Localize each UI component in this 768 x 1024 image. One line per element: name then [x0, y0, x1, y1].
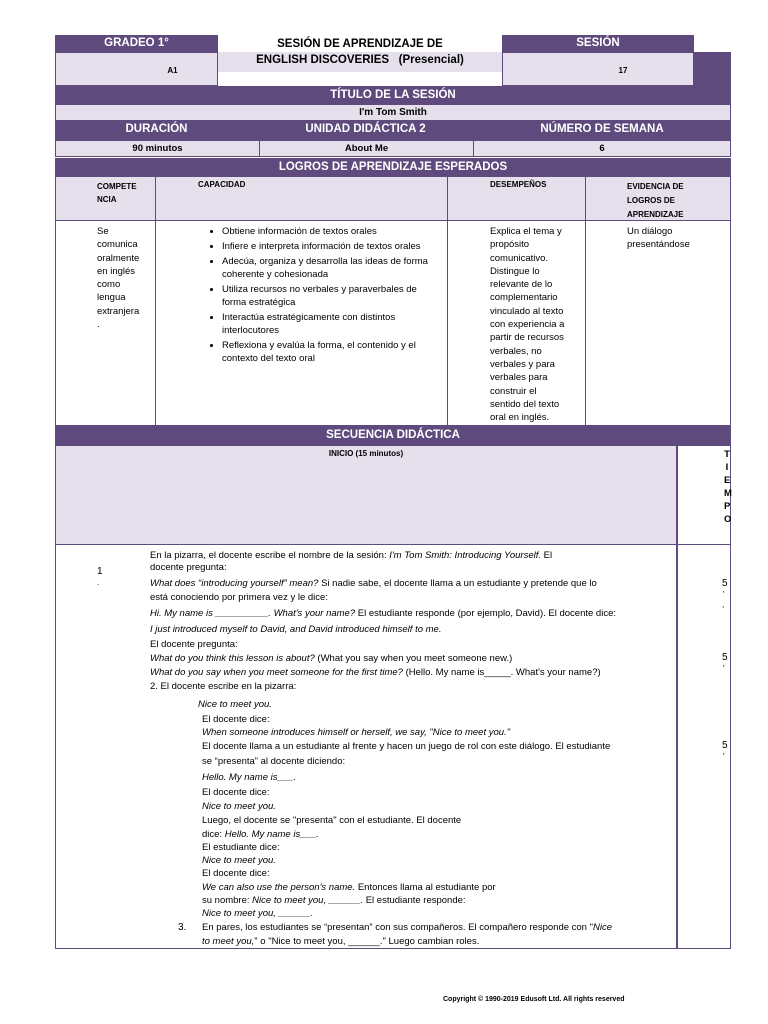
session-title-line1: SESIÓN DE APRENDIZAJE DE	[277, 38, 443, 50]
evidencia-text: Un diálogo presentándose	[627, 226, 690, 251]
procedure-line: En pares, los estudiantes se “presentan” con sus compañeros. El compañero responde con "Nice	[202, 922, 612, 933]
capacidad-item: • Utiliza recursos no verbales y paraverbales de forma estratégica	[222, 283, 442, 309]
procedure-line: El docente llama a un estudiante al frente y hacen un juego de rol con este diálogo. El estudiante	[202, 741, 611, 752]
step1-dot: .	[97, 578, 100, 587]
time-mark: '	[723, 590, 725, 599]
inicio-label: INICIO (15 minutos)	[328, 449, 404, 458]
competencia-text: Se comunica oralmente en inglés como lengua extranjera .	[97, 226, 140, 331]
time-value: 5	[722, 578, 728, 589]
col-competencia: COMPETE NCIA	[97, 182, 137, 204]
procedure-line: El docente pregunta:	[150, 639, 238, 650]
procedure-line: Nice to meet you, ______.	[202, 908, 313, 919]
procedure-line: Luego, el docente se "presenta" con el estudiante. El docente	[202, 815, 462, 826]
procedure-line: El docente dice:	[202, 787, 270, 798]
title-section-label: TÍTULO DE LA SESIÓN	[55, 86, 731, 104]
desempenos-text: Explica el tema y propósito comunicativo. Distingue lo relevante de lo complementario vinculado al texto con experiencia a partir de recursos verbales, no verbales y para verbales para construir el sentido del texto oral en inglés.	[490, 226, 565, 424]
time-mark: ,	[722, 600, 725, 609]
capacidades-list	[200, 225, 442, 367]
inicio-row	[55, 445, 677, 545]
procedure-line: Nice to meet you.	[202, 855, 276, 866]
procedure-line: What do you think this lesson is about? (What you say when you meet someone new.)	[150, 653, 513, 664]
session-title-line2: ENGLISH DISCOVERIES (Presencial)	[256, 54, 464, 66]
week-label: NÚMERO DE SEMANA	[540, 123, 664, 135]
time-value: 5	[722, 740, 728, 751]
step3-number: 3.	[178, 922, 187, 933]
procedure-line: está conociendo por primera vez y le dice:	[150, 592, 328, 603]
procedure-line: docente pregunta:	[150, 562, 227, 573]
col-desempenos: DESEMPEÑOS	[490, 180, 547, 189]
procedure-line: El docente dice:	[202, 868, 270, 879]
procedure-line: En la pizarra, el docente escribe el nombre de la sesión: I'm Tom Smith: Introducing Yourself. El	[150, 550, 553, 561]
procedure-line: What does “introducing yourself” mean? Si nadie sabe, el docente llama a un estudiante y pretende que lo	[150, 578, 597, 589]
capacidad-item: • Obtiene información de textos orales	[222, 225, 442, 238]
time-value: 5	[722, 652, 728, 663]
title-section-value: I'm Tom Smith	[55, 104, 731, 121]
time-mark: '	[723, 664, 725, 673]
session-label: SESIÓN	[502, 35, 694, 52]
step1-number: 1	[97, 566, 103, 577]
level-value: A1	[167, 66, 178, 75]
procedure-line: El docente dice:	[202, 714, 270, 725]
procedure-line: El estudiante dice:	[202, 842, 280, 853]
procedure-line: su nombre: Nice to meet you, ______. El estudiante responde:	[202, 895, 466, 906]
header-right-strip	[694, 52, 731, 86]
procedure-line: Hi. My name is __________. What's your name? El estudiante responde (por ejemplo, David). El docente dice:	[150, 608, 616, 619]
copyright: Copyright © 1990-2019 Edusoft Ltd. All rights reserved	[443, 996, 625, 1003]
capacidad-item: • Infiere e interpreta información de textos orales	[222, 240, 442, 253]
procedure-line: What do you say when you meet someone for the first time? (Hello. My name is_____. What's your name?)	[150, 667, 601, 678]
procedure-line: dice: Hello. My name is___.	[202, 829, 319, 840]
procedure-line: se “presenta” al docente diciendo:	[202, 756, 346, 767]
tiempo-column-header: T I E M P O	[677, 445, 731, 545]
procedure-line: I just introduced myself to David, and David introduced himself to me.	[150, 624, 442, 635]
secuencia-label: SECUENCIA DIDÁCTICA	[55, 426, 731, 445]
time-mark: '	[723, 752, 725, 761]
capacidad-item: • Interactúa estratégicamente con distintos interlocutores	[222, 311, 442, 337]
logros-label: LOGROS DE APRENDIZAJE ESPERADOS	[55, 158, 731, 176]
procedure-line: We can also use the person's name. Entonces llama al estudiante por	[202, 882, 496, 893]
week-value: 6	[473, 140, 731, 157]
capacidad-item: • Adecúa, organiza y desarrolla las ideas de forma coherente y cohesionada	[222, 255, 442, 281]
procedure-line: Nice to meet you.	[198, 699, 272, 710]
procedure-line: to meet you," o "Nice to meet you, ______." Luego cambian roles.	[202, 936, 480, 947]
procedure-line: Hello. My name is___.	[202, 772, 296, 783]
procedure-line: 2. El docente escribe en la pizarra:	[150, 681, 297, 692]
col-capacidad: CAPACIDAD	[198, 180, 246, 189]
procedure-line: When someone introduces himself or herself, we say, "Nice to meet you."	[202, 727, 511, 738]
unit-label: UNIDAD DIDÁCTICA 2	[305, 123, 426, 135]
col-evidencia: EVIDENCIA DE LOGROS DE APRENDIZAJE	[627, 182, 684, 219]
session-value: 17	[618, 66, 628, 75]
unit-value: About Me	[259, 140, 474, 157]
procedure-line: Nice to meet you.	[202, 801, 276, 812]
duration-label: DURACIÓN	[125, 123, 188, 135]
duration-value: 90 minutos	[55, 140, 260, 157]
grade-label: GRADEO 1°	[55, 35, 218, 52]
capacidad-item: • Reflexiona y evalúa la forma, el contenido y el contexto del texto oral	[222, 339, 442, 365]
